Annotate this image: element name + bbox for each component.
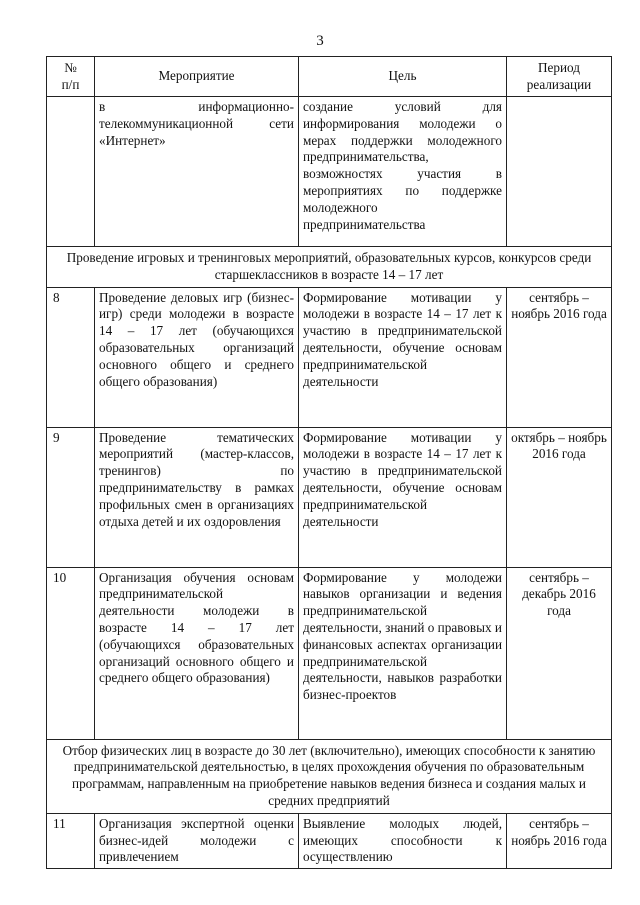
row-period: сентябрь – декабрь 2016 года [507,567,612,739]
row-num [47,97,95,247]
row-period: сентябрь – ноябрь 2016 года [507,813,612,868]
row-event: Проведение деловых игр (бизнес-игр) среди молодежи в возрасте 14 – 17 лет (обучающихся образовательных организаций основного общего и среднего общего образования) [95,287,299,427]
section-heading-row [47,739,612,813]
row-num: 10 [47,567,95,739]
row-goal: создание условий для информирования молодежи о мерах поддержки молодежного предпринимательства, возможностях участия в мероприятиях по поддержке молодежного предпринимательства [299,97,507,247]
page-number: 3 [316,33,324,49]
table-row [47,813,612,868]
row-num: 8 [47,287,95,427]
table-row [47,567,612,739]
row-goal: Формирование мотивации у молодежи в возрасте 14 – 17 лет к участию в предпринимательской деятельности, обучение основам предпринимательской деятельности [299,427,507,567]
row-event: Проведение тематических мероприятий (мастер-классов, тренингов) по предпринимательству в рамках профильных смен в организациях отдыха детей и их оздоровления [95,427,299,567]
section-heading-row [47,247,612,288]
table-row [47,97,612,247]
table-header-row [47,57,612,97]
events-table [46,56,612,869]
section-heading: Отбор физических лиц в возрасте до 30 лет (включительно), имеющих способности к занятию предпринимательской деятельностью, в целях прохождения обучения по образовательным программам, направленным на приобретение навыков ведения бизнеса и создания малых и средних предприятий [47,739,612,813]
section-heading: Проведение игровых и тренинговых мероприятий, образовательных курсов, конкурсов среди старшеклассников в возрасте 14 – 17 лет [47,247,612,288]
row-event: в информационно-телекоммуникационной сети «Интернет» [95,97,299,247]
row-period: октябрь – ноябрь 2016 года [507,427,612,567]
table-row [47,287,612,427]
header-period: Период реализации [507,57,612,97]
row-event: Организация обучения основам предпринимательской деятельности молодежи в возрасте 14 – 17 лет (обучающихся образовательных организаций основного общего и среднего общего образования) [95,567,299,739]
row-period: сентябрь – ноябрь 2016 года [507,287,612,427]
header-goal: Цель [299,57,507,97]
row-period [507,97,612,247]
row-goal: Выявление молодых людей, имеющих способности к осуществлению [299,813,507,868]
header-num: № п/п [47,57,95,97]
row-goal: Формирование мотивации у молодежи в возрасте 14 – 17 лет к участию в предпринимательской деятельности, обучение основам предпринимательской деятельности [299,287,507,427]
row-num: 11 [47,813,95,868]
row-goal: Формирование у молодежи навыков организации и ведения предпринимательской деятельности, знаний о правовых и финансовых аспектах организации предпринимательской деятельности, навыков разработки бизнес-проектов [299,567,507,739]
header-event: Мероприятие [95,57,299,97]
table-row [47,427,612,567]
row-event: Организация экспертной оценки бизнес-идей молодежи с привлечением [95,813,299,868]
row-num: 9 [47,427,95,567]
